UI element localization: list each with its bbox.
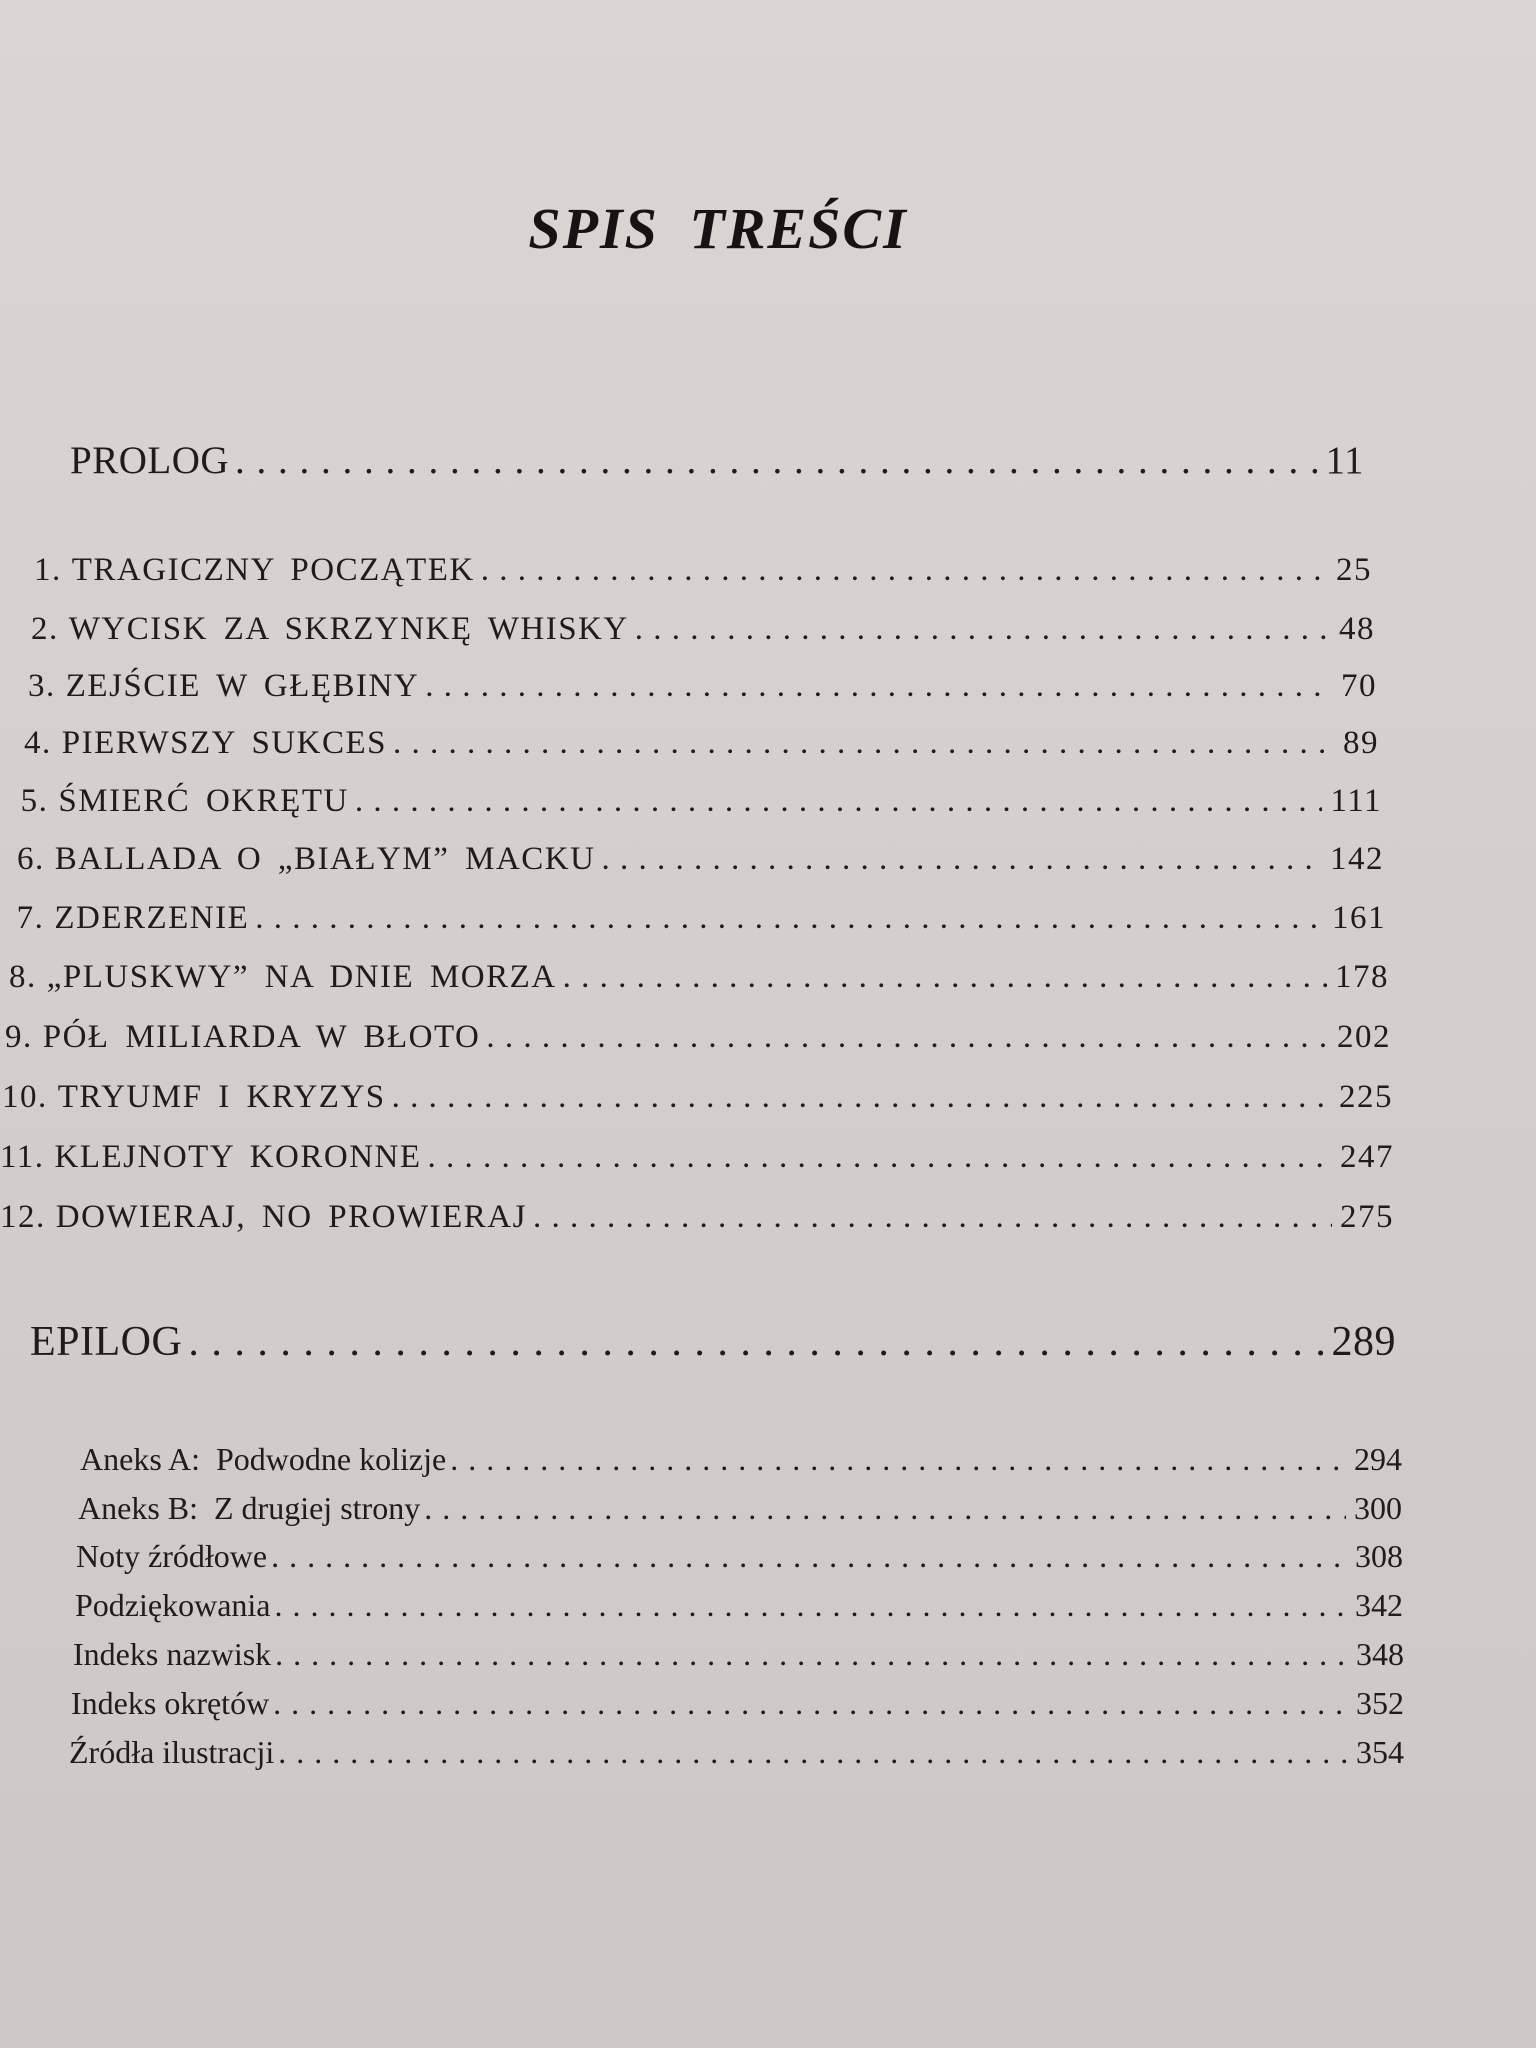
toc-entry-chapter [13,900,1386,937]
annex-title: Źródła ilustracji [69,1734,275,1770]
annex-title: Noty źródłowe [76,1538,268,1574]
dot-leader [278,1734,1348,1771]
chapter-title: TRYUMF I KRYZYS [57,1079,386,1115]
dot-leader [235,438,1317,483]
chapter-page: 111 [1330,783,1382,819]
toc-entry-page: 11 [1325,439,1364,482]
toc-entry-annex [71,1685,1404,1722]
chapter-title: KLEJNOTY KORONNE [54,1139,422,1175]
toc-entry-label: PROLOG [70,439,230,482]
annex-page: 352 [1356,1685,1404,1721]
annex-page: 342 [1355,1587,1403,1623]
chapter-page: 275 [1340,1199,1394,1235]
dot-leader [392,1079,1331,1116]
chapter-page: 202 [1337,1019,1391,1055]
chapter-page: 25 [1336,552,1372,588]
dot-leader [393,725,1335,762]
dot-leader [425,668,1333,705]
dot-leader [255,900,1324,937]
dot-leader [275,1587,1348,1624]
chapter-page: 225 [1339,1079,1393,1115]
chapter-title: PIERWSZY SUKCES [61,725,387,761]
page-title: SPIS TREŚCI [528,196,908,261]
chapter-number: 11. [0,1139,45,1175]
toc-entry-chapter [28,668,1377,705]
chapter-number: 10. [2,1079,48,1115]
toc-entry-prolog [70,438,1364,483]
dot-leader [428,1139,1332,1176]
chapter-page: 89 [1343,725,1379,761]
toc-entry-chapter [31,611,1375,648]
toc-entry-label: EPILOG [30,1319,183,1365]
annex-title: Aneks A: Podwodne kolizje [80,1441,447,1477]
toc-entry-annex [69,1734,1404,1771]
toc-entry-chapter [34,552,1372,589]
chapter-title: „PLUSKWY” NA DNIE MORZA [46,959,557,995]
chapter-title: ŚMIERĆ OKRĘTU [58,783,349,819]
toc-entry-chapter [0,1139,1394,1176]
toc-entry-annex [75,1587,1403,1624]
toc-entry-chapter [5,1019,1391,1056]
dot-leader [275,1636,1348,1673]
annex-page: 354 [1356,1734,1404,1770]
dot-leader [533,1199,1332,1236]
chapter-number: 4. [24,725,52,761]
dot-leader [273,1685,1348,1722]
chapter-page: 247 [1340,1139,1394,1175]
chapter-title: ZDERZENIE [54,900,250,936]
toc-entry-page: 289 [1331,1319,1396,1365]
annex-page: 308 [1355,1538,1403,1574]
chapter-page: 142 [1330,841,1384,877]
toc-entry-annex [76,1538,1403,1575]
chapter-title: PÓŁ MILIARDA W BŁOTO [42,1019,481,1055]
chapter-number: 1. [34,552,62,588]
chapter-number: 5. [20,783,49,819]
dot-leader [424,1490,1346,1527]
annex-title: Indeks nazwisk [73,1636,272,1672]
toc-entry-chapter [0,1199,1394,1236]
chapter-title: TRAGICZNY POCZĄTEK [71,552,475,588]
chapter-title: BALLADA O „BIAŁYM” MACKU [54,841,596,877]
toc-entry-chapter [17,841,1384,878]
toc-entry-chapter [2,1079,1393,1116]
toc-entry-annex [73,1636,1404,1673]
chapter-page: 70 [1341,668,1377,704]
dot-leader [355,783,1323,820]
dot-leader [486,1019,1329,1056]
toc-entry-epilog [30,1318,1396,1366]
toc-entry-annex [78,1490,1402,1527]
chapter-title: ZEJŚCIE W GŁĘBINY [65,668,420,704]
annex-title: Indeks okrętów [71,1685,270,1721]
annex-page: 294 [1354,1441,1402,1477]
dot-leader [635,611,1331,648]
chapter-number: 3. [28,668,56,704]
toc-entry-annex [80,1441,1402,1478]
annex-page: 300 [1354,1490,1402,1526]
chapter-title: WYCISK ZA SKRZYNKĘ WHISKY [68,611,629,647]
dot-leader [601,841,1322,878]
annex-title: Aneks B: Z drugiej strony [78,1490,421,1526]
toc-entry-chapter [20,783,1382,820]
toc-entry-chapter [24,725,1379,762]
dot-leader [188,1318,1323,1366]
chapter-number: 12. [0,1199,46,1235]
chapter-number: 8. [9,959,37,995]
annex-title: Podziękowania [75,1587,271,1623]
dot-leader [481,552,1328,589]
dot-leader [450,1441,1346,1478]
chapter-number: 9. [5,1019,33,1055]
dot-leader [271,1538,1347,1575]
chapter-number: 2. [31,611,59,647]
chapter-page: 178 [1335,959,1389,995]
chapter-page: 48 [1339,611,1375,647]
chapter-page: 161 [1332,900,1386,936]
toc-entry-chapter [9,959,1389,996]
dot-leader [563,959,1327,996]
chapter-title: DOWIERAJ, NO PROWIERAJ [55,1199,527,1235]
annex-page: 348 [1356,1636,1404,1672]
chapter-number: 6. [17,841,45,877]
chapter-number: 7. [16,900,45,936]
